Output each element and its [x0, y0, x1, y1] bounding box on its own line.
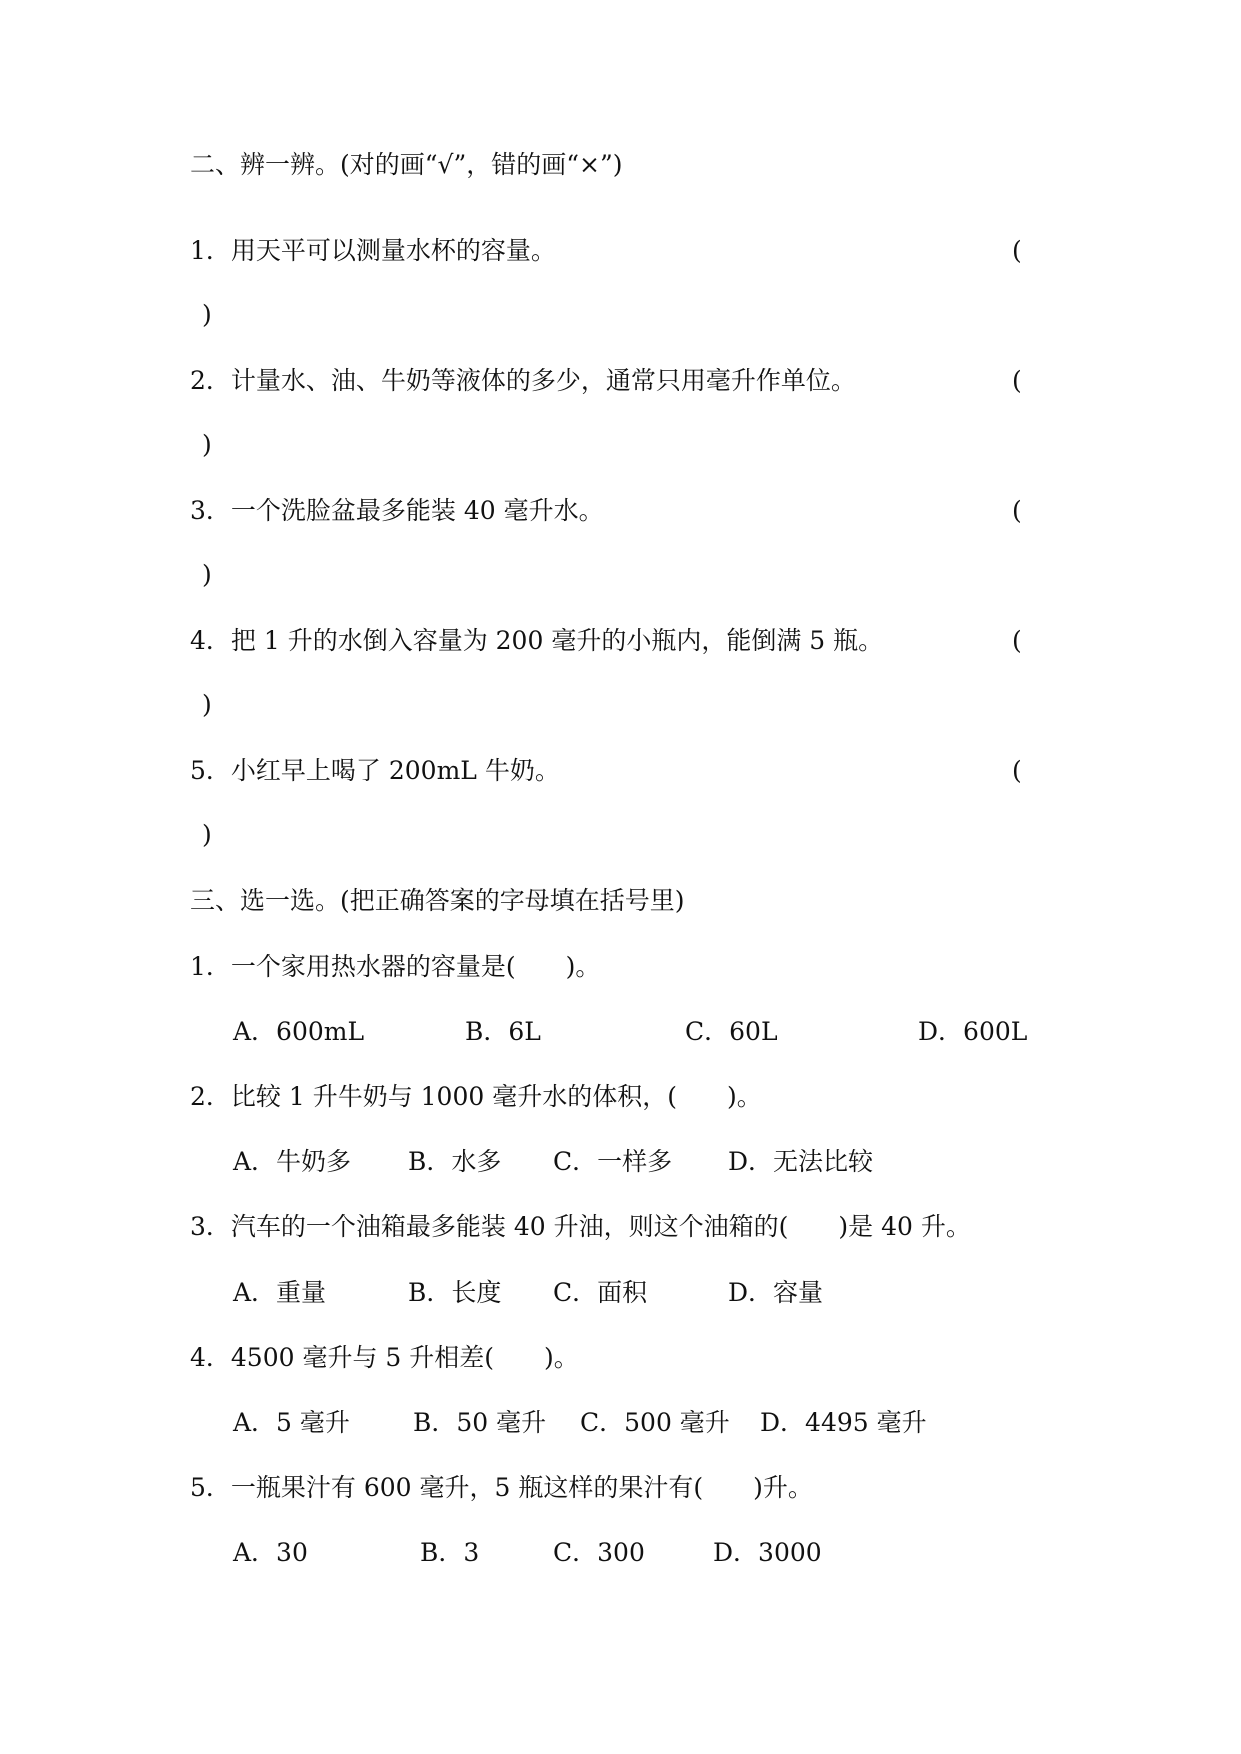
judge-item-5: 5．小红早上喝了 200mL 牛奶。 [190, 756, 560, 785]
choice-question-1: 1．一个家用热水器的容量是( )。 [190, 952, 601, 981]
judge-item-5-open-paren: ( [1012, 756, 1022, 785]
option-3-c: C．面积 [553, 1278, 648, 1307]
option-3-d: D．容量 [728, 1278, 824, 1307]
option-5-c: C．300 [553, 1538, 645, 1567]
judge-item-2: 2．计量水、油、牛奶等液体的多少，通常只用毫升作单位。 [190, 366, 856, 395]
judge-item-5-answer-paren[interactable]: ) [202, 820, 212, 849]
option-1-c: C．60L [685, 1017, 778, 1046]
judge-item-4-answer-paren[interactable]: ) [202, 690, 212, 719]
option-5-b: B．3 [420, 1538, 480, 1567]
judge-item-3-open-paren: ( [1012, 496, 1022, 525]
option-3-b: B．长度 [408, 1278, 502, 1307]
option-1-b: B．6L [465, 1017, 541, 1046]
section-2-heading: 二、辨一辨。(对的画“√”，错的画“×”) [190, 150, 623, 179]
judge-item-1-open-paren: ( [1012, 236, 1022, 265]
judge-item-2-answer-paren[interactable]: ) [202, 430, 212, 459]
judge-item-3-answer-paren[interactable]: ) [202, 560, 212, 589]
option-5-a: A．30 [233, 1538, 308, 1567]
option-4-a: A．5 毫升 [233, 1408, 350, 1437]
judge-item-3: 3．一个洗脸盆最多能装 40 毫升水。 [190, 496, 604, 525]
option-4-c: C．500 毫升 [580, 1408, 730, 1437]
option-2-d: D．无法比较 [728, 1147, 874, 1176]
option-2-c: C．一样多 [553, 1147, 673, 1176]
option-2-b: B．水多 [408, 1147, 502, 1176]
judge-item-1: 1．用天平可以测量水杯的容量。 [190, 236, 556, 265]
judge-item-4: 4．把 1 升的水倒入容量为 200 毫升的小瓶内，能倒满 5 瓶。 [190, 626, 884, 655]
choice-question-3: 3．汽车的一个油箱最多能装 40 升油，则这个油箱的( )是 40 升。 [190, 1212, 971, 1241]
choice-question-4: 4．4500 毫升与 5 升相差( )。 [190, 1343, 579, 1372]
option-1-a: A．600mL [233, 1017, 365, 1046]
option-5-d: D．3000 [713, 1538, 822, 1567]
option-2-a: A．牛奶多 [233, 1147, 352, 1176]
choice-question-2: 2．比较 1 升牛奶与 1000 毫升水的体积，( )。 [190, 1082, 762, 1111]
section-3-heading: 三、选一选。(把正确答案的字母填在括号里) [190, 886, 685, 915]
option-4-d: D．4495 毫升 [760, 1408, 927, 1437]
option-3-a: A．重量 [233, 1278, 327, 1307]
choice-question-5: 5．一瓶果汁有 600 毫升，5 瓶这样的果汁有( )升。 [190, 1473, 813, 1502]
judge-item-4-open-paren: ( [1012, 626, 1022, 655]
option-1-d: D．600L [918, 1017, 1028, 1046]
judge-item-2-open-paren: ( [1012, 366, 1022, 395]
judge-item-1-answer-paren[interactable]: ) [202, 300, 212, 329]
option-4-b: B．50 毫升 [413, 1408, 547, 1437]
